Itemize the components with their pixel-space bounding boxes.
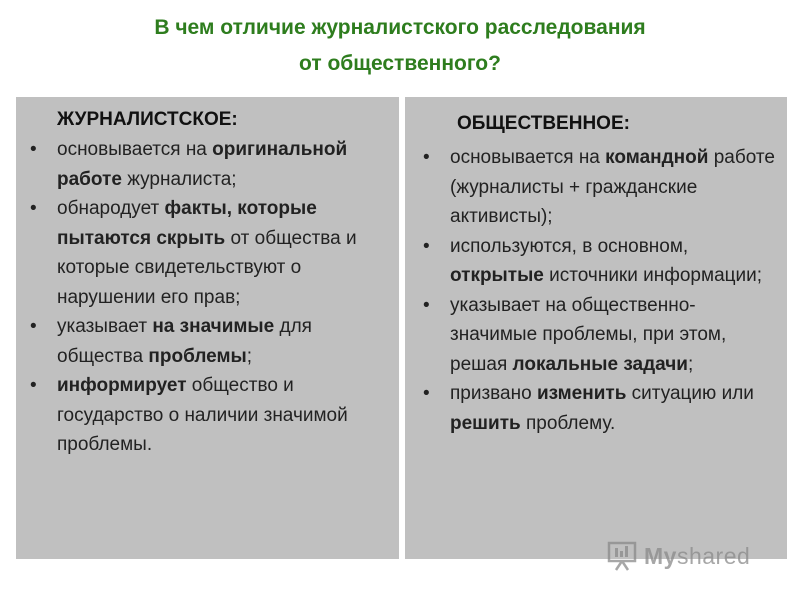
emphasis-text: проблемы: [148, 345, 247, 367]
public-column: [405, 97, 787, 559]
public-list: [417, 143, 777, 438]
list-item: [417, 291, 777, 380]
item-text: общество и государство о наличии значимой проблемы.: [57, 375, 348, 455]
item-text: призвано: [450, 383, 537, 404]
item-text: основывается на: [450, 147, 606, 168]
item-text: ситуацию или: [626, 383, 754, 404]
list-item: [417, 143, 777, 232]
emphasis-text: командной: [605, 147, 709, 168]
emphasis-text: открытые: [450, 265, 544, 286]
journalistic-heading: ЖУРНАЛИСТСКОЕ:: [57, 109, 238, 130]
item-text: источники информации;: [543, 265, 763, 286]
watermark-part2: shared: [676, 542, 751, 569]
title-line-1: В чем отличие журналистского расследования: [154, 16, 646, 39]
list-item: [417, 379, 777, 438]
public-heading: ОБЩЕСТВЕННОЕ:: [457, 113, 630, 134]
item-text: указывает: [57, 316, 153, 337]
item-text: журналиста;: [121, 168, 237, 190]
list-item: [24, 312, 387, 371]
list-item: [24, 371, 387, 460]
emphasis-text: факты, которые пытаются скрыть: [57, 198, 317, 249]
item-text: для общества: [57, 316, 312, 367]
item-text: ;: [687, 353, 694, 375]
item-text: от общества и которые свидетельствуют о нарушении его прав;: [57, 227, 357, 308]
item-text: основывается на: [57, 139, 213, 160]
emphasis-text: оригинальной работе: [57, 139, 348, 190]
item-text: указывает на общественно-значимые проблемы, при этом, решая: [450, 294, 727, 375]
watermark-logo: [606, 541, 750, 571]
emphasis-text: локальные задачи: [512, 353, 688, 375]
watermark-text: [644, 543, 750, 570]
title-line-2: от общественного?: [299, 52, 501, 75]
list-item: [24, 194, 387, 312]
emphasis-text: информирует: [57, 375, 187, 396]
emphasis-text: изменить: [536, 383, 627, 404]
presentation-board-icon: [606, 541, 638, 571]
list-item: [417, 232, 777, 291]
item-text: используются, в основном,: [450, 235, 689, 257]
page-title: [0, 10, 800, 82]
item-text: ;: [246, 345, 253, 367]
item-text: обнародует: [57, 198, 165, 219]
item-text: проблему.: [520, 412, 616, 434]
list-item: [24, 135, 387, 194]
watermark-part1: My: [644, 542, 677, 569]
emphasis-text: решить: [450, 412, 521, 434]
journalistic-list: [24, 135, 387, 460]
journalistic-column: [16, 97, 399, 559]
emphasis-text: на значимые: [152, 316, 275, 337]
item-text: работе (журналисты + гражданские активисты);: [450, 147, 775, 227]
